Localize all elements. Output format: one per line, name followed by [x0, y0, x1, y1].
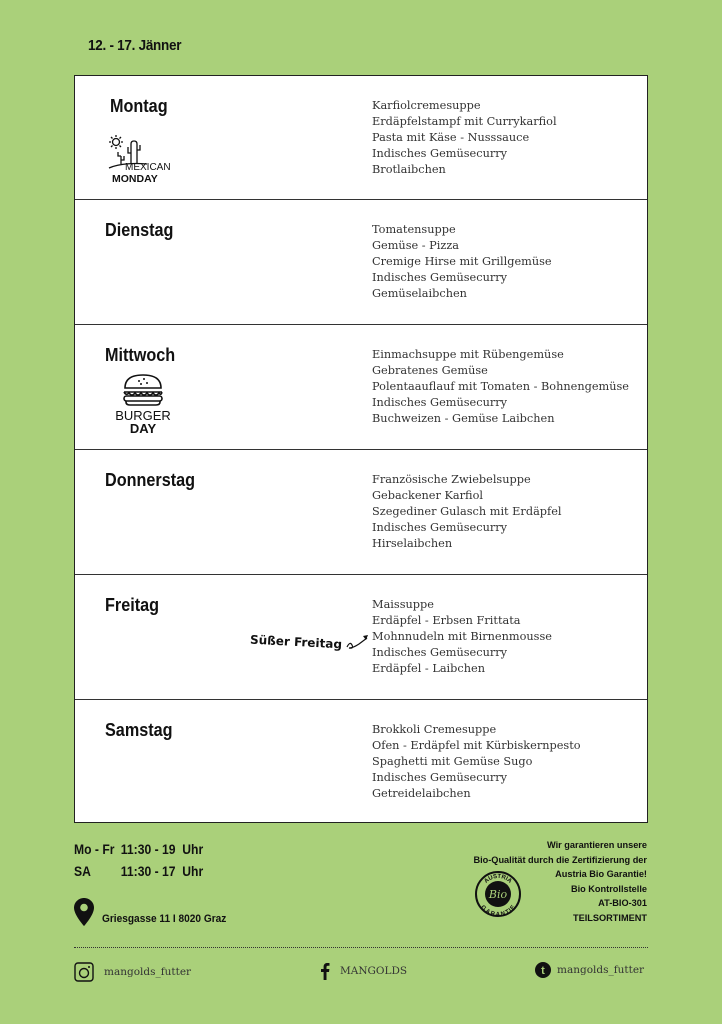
hours-days: Mo - Fr: [74, 841, 115, 857]
hours-time: 11:30 - 17 Uhr: [120, 863, 204, 879]
location-pin-icon: [74, 898, 94, 926]
dish: Erdäpfelstampf mit Currykarfiol: [372, 115, 557, 128]
dish: Spaghetti mit Gemüse Sugo: [372, 755, 533, 768]
dish: Indisches Gemüsecurry: [372, 147, 508, 160]
svg-text:GARANTIE: GARANTIE: [479, 904, 517, 919]
bio-line: AT-BIO-301: [598, 898, 647, 908]
dish: Brotlaibchen: [372, 163, 446, 176]
dish-list: [372, 347, 629, 427]
suesser-freitag-badge: [250, 633, 371, 651]
dish: Ofen - Erdäpfel mit Kürbiskernpesto: [372, 739, 581, 752]
dish: Pasta mit Käse - Nusssauce: [372, 131, 530, 144]
day-row-freitag: [75, 575, 647, 700]
dish: Gemüse - Pizza: [372, 239, 460, 252]
badge-text: Süßer Freitag: [249, 632, 343, 652]
dish: Gebratenes Gemüse: [372, 364, 488, 377]
dish: Hirselaibchen: [372, 537, 453, 550]
social-tumblr[interactable]: [535, 962, 644, 978]
hours-row: [74, 860, 203, 882]
dish: Erdäpfel - Erbsen Frittata: [372, 614, 521, 627]
day-name: Freitag: [105, 595, 160, 615]
burger-icon: [121, 373, 165, 407]
dish: Erdäpfel - Laibchen: [372, 662, 485, 675]
dish-list: [372, 98, 557, 178]
dish: Indisches Gemüsecurry: [372, 646, 508, 659]
dish-list: [372, 472, 562, 552]
bio-line: Austria Bio Garantie!: [555, 869, 647, 879]
dotted-divider: [74, 947, 648, 948]
dish: Indisches Gemüsecurry: [372, 271, 508, 284]
address: [74, 898, 237, 926]
hours-row: [74, 838, 203, 860]
day-name: Mittwoch: [105, 345, 176, 365]
weekly-menu: [74, 75, 648, 823]
svg-text:t: t: [541, 965, 545, 977]
mexican-monday-badge: [107, 134, 181, 185]
dish: Mohnnudeln mit Birnenmousse: [372, 630, 552, 643]
bio-line: Bio Kontrollstelle: [570, 883, 647, 894]
dish: Gebackener Karfiol: [372, 489, 484, 502]
dish-list: [372, 222, 552, 302]
facebook-icon: [320, 962, 330, 980]
instagram-icon: [74, 962, 94, 982]
social-label[interactable]: MANGOLDS: [340, 965, 408, 977]
bio-line: TEILSORTIMENT: [572, 912, 647, 923]
week-range: 12. - 17. Jänner: [88, 37, 182, 54]
bio-guarantee-text: [473, 838, 647, 925]
burger-day-badge: [111, 373, 175, 435]
dish: Gemüselaibchen: [372, 287, 467, 300]
day-row-dienstag: [75, 200, 647, 325]
badge-line1: MEXICAN: [125, 162, 171, 173]
day-row-samstag: [75, 700, 647, 824]
dish: Cremige Hirse mit Grillgemüse: [372, 255, 552, 268]
hours-days: SA: [74, 863, 91, 879]
social-facebook[interactable]: [320, 962, 407, 980]
dish: Tomatensuppe: [372, 223, 456, 236]
dish-list: [372, 597, 552, 677]
dish: Getreidelaibchen: [372, 787, 471, 800]
tumblr-icon: [535, 962, 551, 978]
day-row-montag: [75, 76, 647, 200]
social-label[interactable]: mangolds_futter: [104, 966, 192, 978]
day-name: Donnerstag: [105, 470, 196, 490]
dish: Indisches Gemüsecurry: [372, 396, 508, 409]
dish: Indisches Gemüsecurry: [372, 521, 508, 534]
hours-time: 11:30 - 19 Uhr: [120, 841, 204, 857]
swirl-arrow-icon: [345, 633, 371, 651]
bio-line: Bio-Qualität durch die Zertifizierung der: [473, 854, 647, 865]
dish: Buchweizen - Gemüse Laibchen: [372, 412, 555, 425]
day-row-mittwoch: [75, 325, 647, 450]
svg-text:Bio: Bio: [488, 888, 508, 901]
badge-line1: BURGER: [115, 408, 171, 423]
bio-line: Wir garantieren unsere: [547, 840, 647, 850]
day-name: Dienstag: [105, 220, 174, 240]
dish: Szegediner Gulasch mit Erdäpfel: [372, 505, 562, 518]
svg-text:AUSTRIA: AUSTRIA: [483, 873, 513, 885]
dish: Polentaauflauf mit Tomaten - Bohnengemüse: [372, 380, 629, 393]
dish: Französische Zwiebelsuppe: [372, 473, 531, 486]
dish: Einmachsuppe mit Rübengemüse: [372, 348, 564, 361]
opening-hours: [74, 838, 218, 882]
dish: Karfiolcremesuppe: [372, 99, 481, 112]
day-name: Samstag: [105, 720, 173, 740]
day-row-donnerstag: [75, 450, 647, 575]
badge-line2: MONDAY: [112, 173, 158, 185]
dish: Maissuppe: [372, 598, 434, 611]
dish-list: [372, 722, 581, 802]
social-instagram[interactable]: [74, 962, 191, 982]
badge-line2: DAY: [129, 421, 157, 436]
dish: Indisches Gemüsecurry: [372, 771, 508, 784]
day-name: Montag: [110, 96, 168, 116]
address-text: Griesgasse 11 I 8020 Graz: [102, 913, 227, 925]
social-label[interactable]: mangolds_futter: [557, 964, 645, 976]
dish: Brokkoli Cremesuppe: [372, 723, 497, 736]
